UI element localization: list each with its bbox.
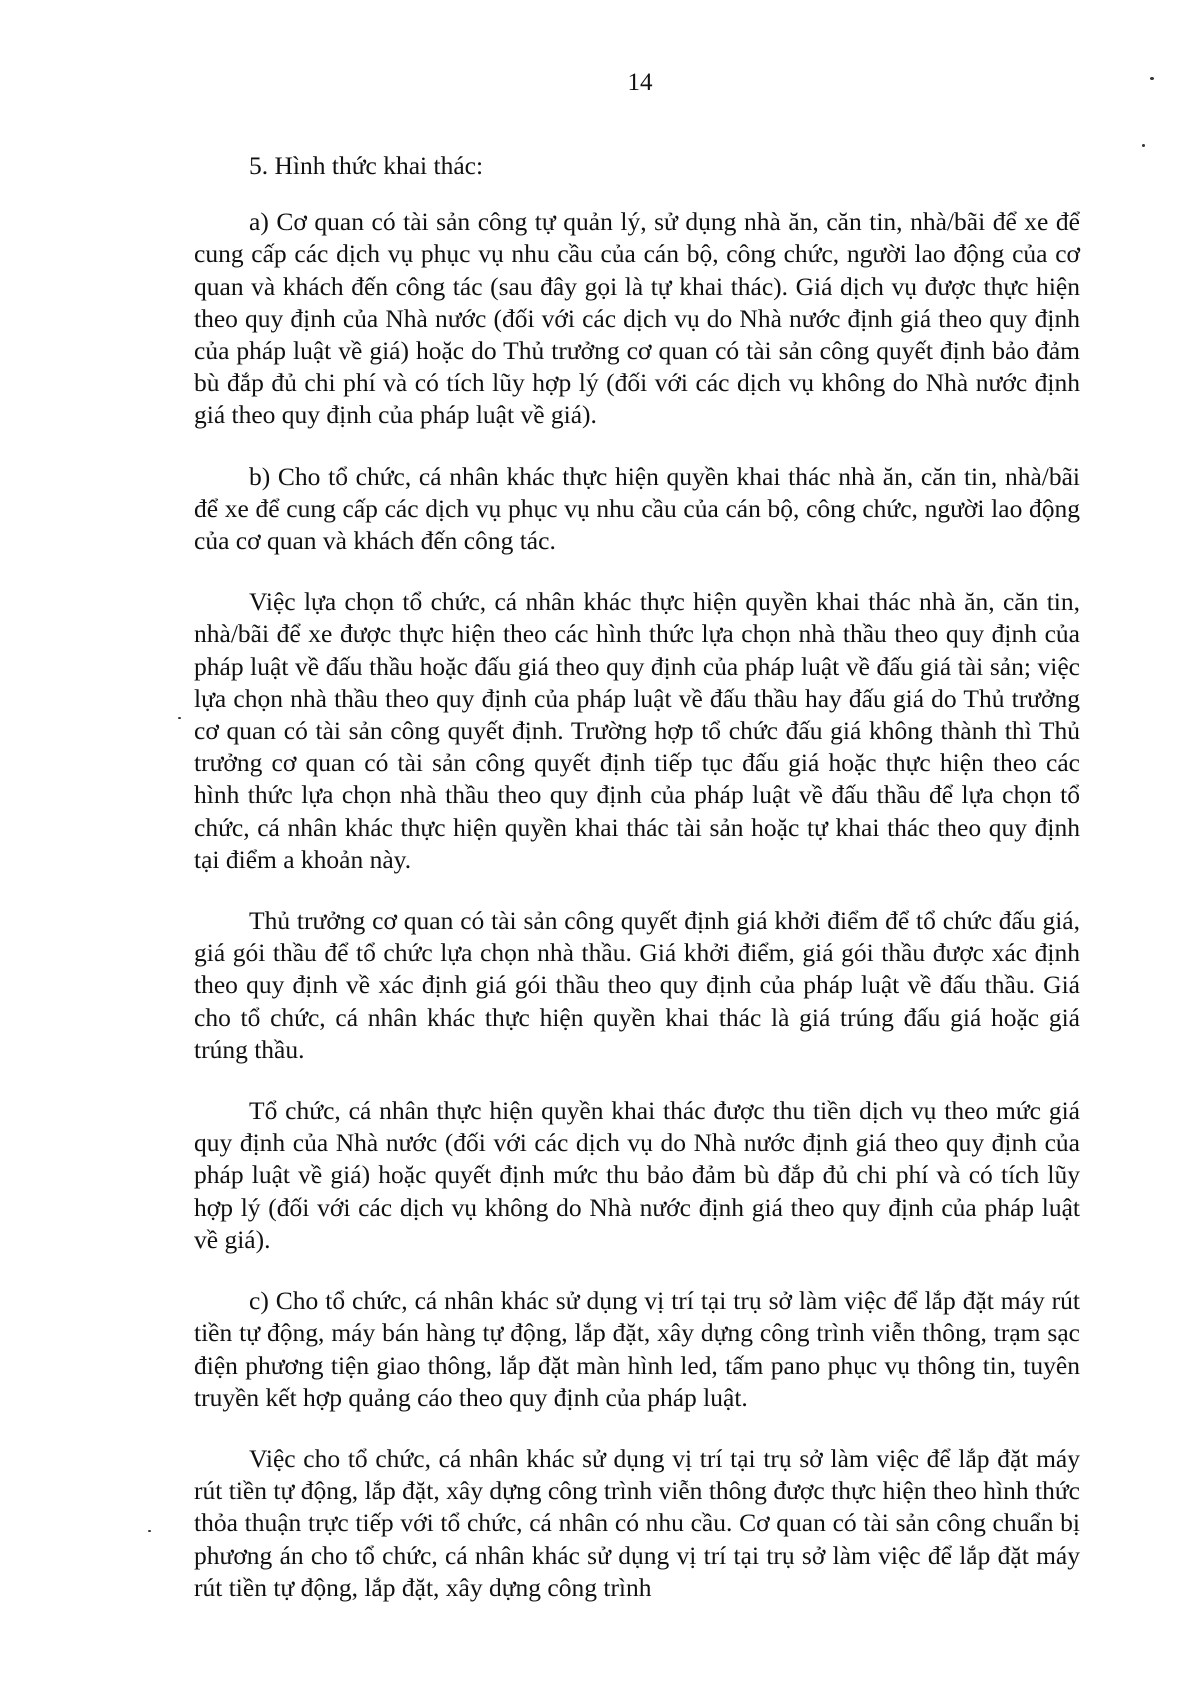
paragraph-starting-price: Thủ trưởng cơ quan có tài sản công quyết định giá khởi điểm để tổ chức đấu giá, giá gói thầu để tổ chức lựa chọn nhà thầu. Giá khởi điểm, giá gói thầu được xác định theo quy định về xác định giá gói thầu theo quy định của pháp luật về đấu thầu. Giá cho tổ chức, cá nhân khác thực hiện quyền khai thác là giá trúng đấu giá hoặc giá trúng thầu.: [194, 906, 1080, 1064]
scan-speck: [1150, 77, 1154, 80]
section-heading: 5. Hình thức khai thác:: [249, 151, 484, 180]
scan-speck: [178, 717, 181, 719]
page-number: 14: [627, 69, 653, 96]
scan-speck: [148, 1530, 151, 1532]
paragraph-c: c) Cho tổ chức, cá nhân khác sử dụng vị trí tại trụ sở làm việc để lắp đặt máy rút tiền tự động, máy bán hàng tự động, lắp đặt, xây dựng công trình viễn thông, trạm sạc điện phương tiện giao thông, lắp đặt màn hình led, tấm pano phục vụ thông tin, tuyên truyền kết hợp quảng cáo theo quy định của pháp luật.: [194, 1286, 1080, 1412]
document-body: [194, 150, 1080, 1604]
paragraph-b: b) Cho tổ chức, cá nhân khác thực hiện quyền khai thác nhà ăn, căn tin, nhà/bãi để xe để cung cấp các dịch vụ phục vụ nhu cầu của cán bộ, công chức, người lao động của cơ quan và khách đến công tác.: [194, 461, 1080, 556]
paragraph-location-use: Việc cho tổ chức, cá nhân khác sử dụng vị trí tại trụ sở làm việc để lắp đặt máy rút tiền tự động, lắp đặt, xây dựng công trình viễn thông được thực hiện theo hình thức thỏa thuận trực tiếp với tổ chức, cá nhân có nhu cầu. Cơ quan có tài sản công chuẩn bị phương án cho tổ chức, cá nhân khác sử dụng vị trí tại trụ sở làm việc để lắp đặt máy rút tiền tự động, lắp đặt, xây dựng công trình: [194, 1443, 1080, 1602]
scan-speck: [1142, 144, 1145, 147]
paragraph-service-fees: Tổ chức, cá nhân thực hiện quyền khai thác được thu tiền dịch vụ theo mức giá quy định của Nhà nước (đối với các dịch vụ do Nhà nước định giá theo quy định của pháp luật về giá) hoặc quyết định mức thu bảo đảm bù đắp đủ chi phí và có tích lũy hợp lý (đối với các dịch vụ không do Nhà nước định giá theo quy định của pháp luật về giá).: [194, 1096, 1080, 1254]
paragraph-selection: Việc lựa chọn tổ chức, cá nhân khác thực hiện quyền khai thác nhà ăn, căn tin, nhà/bãi để xe được thực hiện theo các hình thức lựa chọn nhà thầu theo quy định của pháp luật về đấu thầu hoặc đấu giá theo quy định của pháp luật về đấu giá tài sản; việc lựa chọn nhà thầu theo quy định của pháp luật về đấu thầu hay đấu giá do Thủ trưởng cơ quan có tài sản công quyết định. Trường hợp tổ chức đấu giá không thành thì Thủ trưởng cơ quan có tài sản công quyết định tiếp tục đấu giá hoặc thực hiện theo các hình thức lựa chọn nhà thầu theo quy định của pháp luật về đấu thầu để lựa chọn tổ chức, cá nhân khác thực hiện quyền khai thác tài sản hoặc tự khai thác theo quy định tại điểm a khoản này.: [194, 587, 1080, 874]
paragraph-a: a) Cơ quan có tài sản công tự quản lý, sử dụng nhà ăn, căn tin, nhà/bãi để xe để cung cấp các dịch vụ phục vụ nhu cầu của cán bộ, công chức, người lao động của cơ quan và khách đến công tác (sau đây gọi là tự khai thác). Giá dịch vụ được thực hiện theo quy định của Nhà nước (đối với các dịch vụ do Nhà nước định giá theo quy định của pháp luật về giá) hoặc do Thủ trưởng cơ quan có tài sản công quyết định bảo đảm bù đắp đủ chi phí và có tích lũy hợp lý (đối với các dịch vụ không do Nhà nước định giá theo quy định của pháp luật về giá).: [194, 207, 1080, 430]
